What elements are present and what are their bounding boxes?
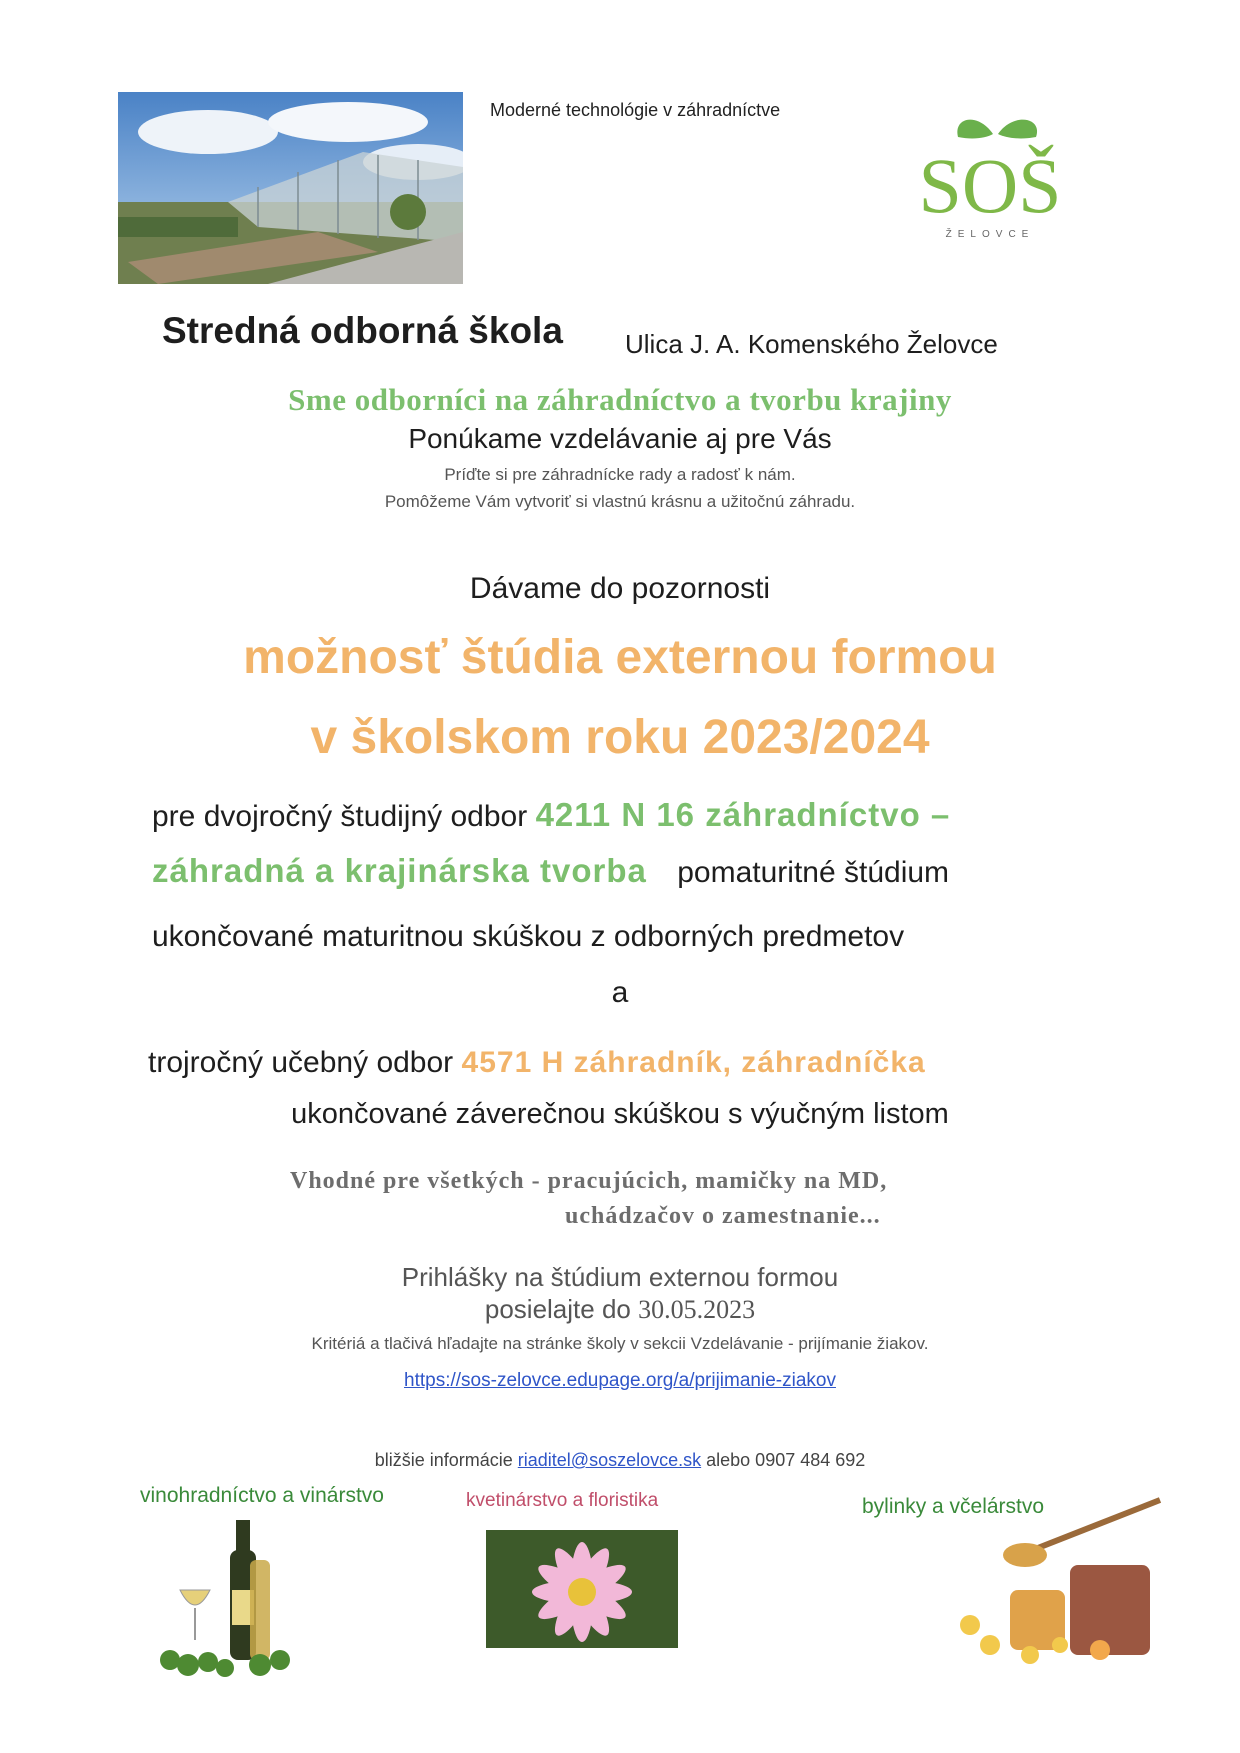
program-1-intro: pre dvojročný študijný odbor <box>152 800 528 833</box>
admissions-link[interactable]: https://sos-zelovce.edupage.org/a/prijimanie-ziakov <box>404 1370 836 1391</box>
offer-text: Ponúkame vzdelávanie aj pre Vás <box>408 423 832 454</box>
contact-email-link[interactable]: riaditel@soszelovce.sk <box>517 1450 702 1470</box>
suitable-line-1: Vhodné pre všetkých - pracujúcich, mamičky na MD, <box>290 1168 888 1194</box>
invite-line-2: Pomôžeme Vám vytvoriť si vlastnú krásnu a užitočnú záhradu. <box>384 492 856 511</box>
header-caption: Moderné technológie v záhradníctve <box>490 100 781 120</box>
school-name: Stredná odborná škola <box>162 310 563 351</box>
application-deadline: 30.05.2023 <box>638 1295 756 1324</box>
logo-text: SOŠ <box>918 142 1062 229</box>
program-line-3: ukončované maturitnou skúškou z odborných predmetov <box>152 920 905 953</box>
program-1-code: 4211 N 16 záhradníctvo – <box>535 796 951 833</box>
contact-prefix: bližšie informácie <box>374 1450 513 1470</box>
headline-1: možnosť štúdia externou formou <box>243 631 997 684</box>
program-line-2 <box>152 852 949 890</box>
suitable-line-2: uchádzačov o zamestnanie... <box>565 1203 881 1229</box>
program-line-4 <box>148 1046 926 1080</box>
contact-line <box>0 1450 1240 1471</box>
program-line-5: ukončované záverečnou skúškou s výučným listom <box>291 1098 949 1130</box>
school-address: Ulica J. A. Komenského Želovce <box>625 329 998 359</box>
attention-text: Dávame do pozornosti <box>469 572 771 605</box>
application-line-2 <box>0 1294 1240 1325</box>
program-line-1 <box>152 796 950 834</box>
label-herbs: bylinky a včelárstvo <box>862 1495 1045 1518</box>
label-flower: kvetinárstvo a floristika <box>466 1490 659 1511</box>
application-line-1: Prihlášky na štúdium externou formou <box>401 1262 839 1292</box>
program-2-intro: trojročný učebný odbor <box>148 1046 454 1079</box>
logo-subtext: ŽELOVCE <box>945 229 1035 240</box>
admissions-link-row <box>0 1370 1240 1392</box>
school-logo <box>898 112 1080 242</box>
program-1-name: záhradná a krajinárska tvorba <box>152 852 647 889</box>
label-wine: vinohradníctvo a vinárstvo <box>140 1484 384 1507</box>
headline-2: v školskom roku 2023/2024 <box>310 711 930 764</box>
contact-phone: alebo 0907 484 692 <box>706 1450 866 1470</box>
honey-picture <box>950 1495 1165 1670</box>
wine-picture <box>150 1510 300 1680</box>
tagline: Sme odborníci na záhradníctvo a tvorbu krajiny <box>288 382 952 417</box>
application-send-text: posielajte do <box>484 1294 631 1324</box>
flower-picture <box>486 1530 678 1648</box>
criteria-text: Kritériá a tlačivá hľadajte na stránke školy v sekcii Vzdelávanie - prijímanie žiakov. <box>311 1334 929 1353</box>
invite-line-1: Príďte si pre záhradnícke rady a radosť k nám. <box>444 465 796 484</box>
greenhouse-photo <box>118 92 463 284</box>
program-2-code: 4571 H záhradník, záhradníčka <box>461 1046 926 1079</box>
program-1-type: pomaturitné štúdium <box>677 856 950 889</box>
conjunction: a <box>611 976 629 1009</box>
